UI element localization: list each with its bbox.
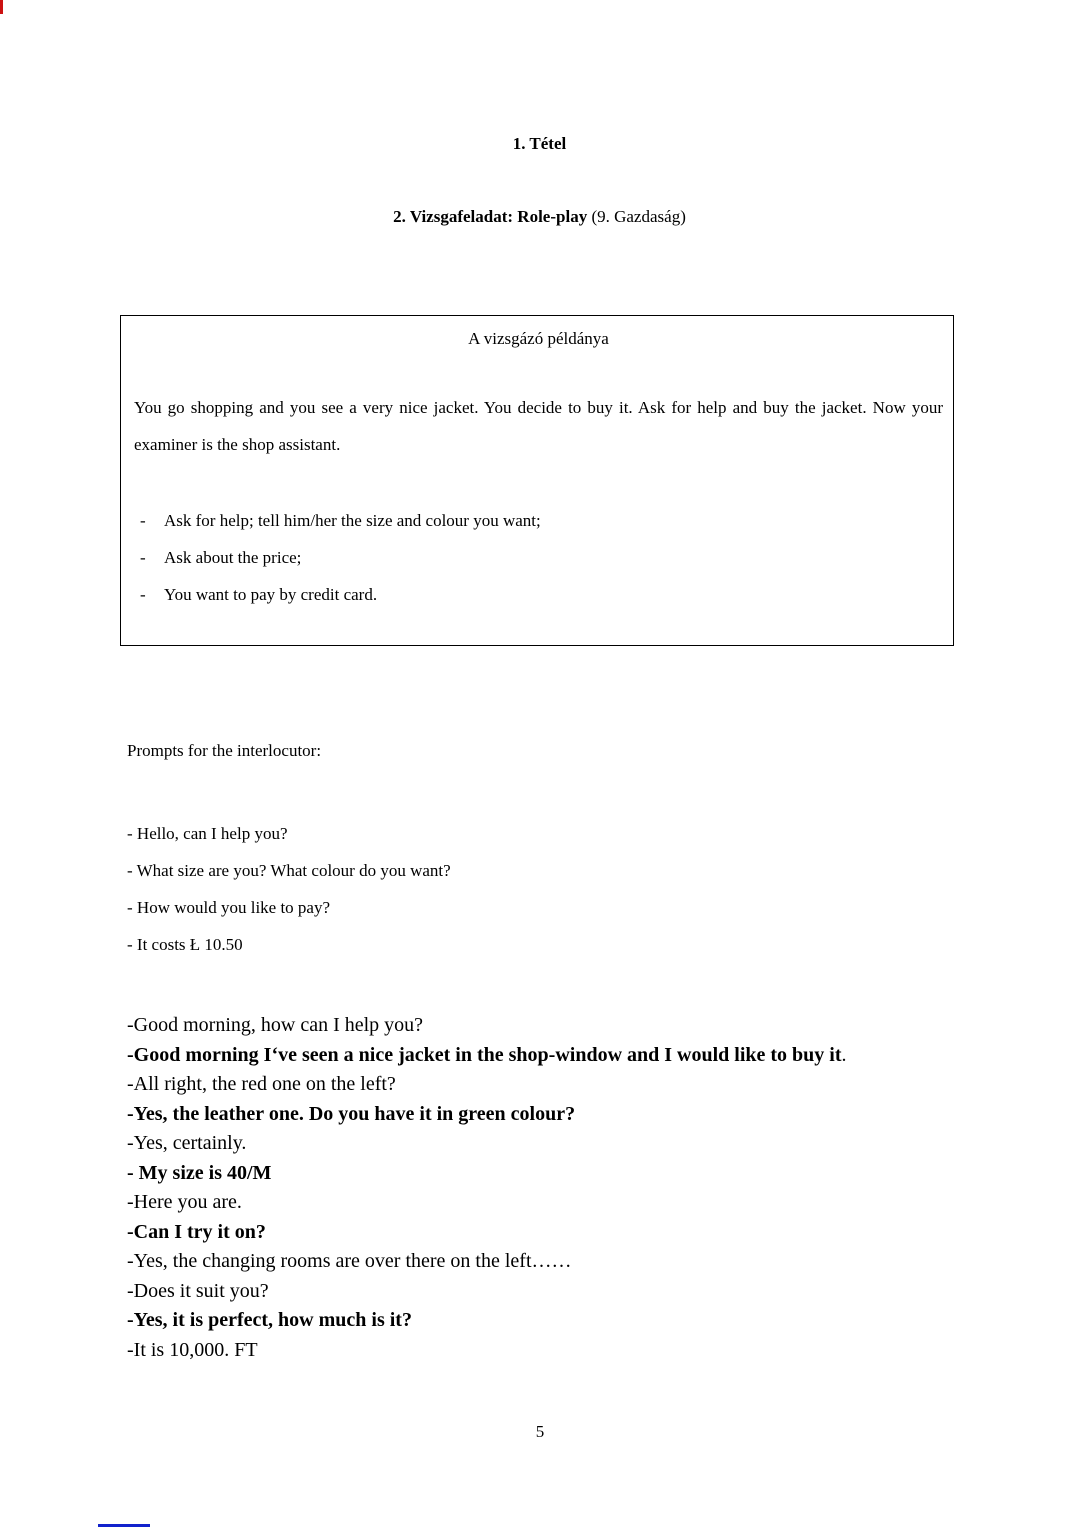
dialogue-line	[127, 1129, 945, 1159]
prompt-line: - What size are you? What colour do you want?	[127, 861, 451, 880]
dialogue-line	[127, 1336, 945, 1366]
bullet-text: Ask for help; tell him/her the size and colour you want;	[164, 511, 541, 530]
dialogue-line	[127, 1306, 945, 1336]
dialogue-line	[127, 1070, 945, 1100]
dialogue-text: - My size is 40/M	[127, 1161, 272, 1184]
prompt-list	[127, 815, 952, 963]
dialogue-text: -Yes, the leather one. Do you have it in green colour?	[127, 1102, 576, 1125]
dialogue-script	[127, 1011, 945, 1365]
bullet-text: You want to pay by credit card.	[164, 585, 378, 604]
subtitle-bold: 2. Vizsgafeladat: Role-play	[393, 207, 588, 226]
prompt-line: - How would you like to pay?	[127, 898, 331, 917]
bullet-text: Ask about the price;	[164, 548, 302, 567]
dialogue-text: -Here you are.	[127, 1191, 242, 1213]
task-description: You go shopping and you see a very nice jacket. You decide to buy it. Ask for help and buy the jacket. Now your examiner is the shop assistant.	[134, 398, 943, 454]
dialogue-text: -Yes, certainly.	[127, 1132, 247, 1154]
dialogue-text-tail: .	[841, 1043, 847, 1066]
page-content	[127, 0, 952, 1365]
dialogue-line	[127, 1100, 945, 1130]
scan-artifact-red-mark	[0, 0, 3, 14]
page-title: 1. Tétel	[512, 134, 567, 153]
dialogue-text: -Yes, the changing rooms are over there on the left……	[127, 1250, 572, 1272]
dialogue-line	[127, 1218, 945, 1248]
dialogue-text: -Yes, it is perfect, how much is it?	[127, 1309, 412, 1331]
dialogue-text: -Good morning I‘ve seen a nice jacket in the shop-window and I would like to buy it	[127, 1043, 842, 1066]
dialogue-line	[127, 1277, 945, 1307]
examiner-copy-box	[120, 315, 954, 646]
task-bullet-list	[134, 502, 943, 613]
dialogue-line	[127, 1041, 945, 1071]
bullet-item	[134, 576, 943, 613]
dialogue-line	[127, 1159, 945, 1189]
bullet-dash: -	[140, 548, 146, 567]
dialogue-text: -Does it suit you?	[127, 1279, 269, 1302]
bullet-item	[134, 502, 943, 539]
page-number: 5	[535, 1422, 545, 1441]
bullet-dash: -	[140, 585, 146, 604]
subtitle-regular: (9. Gazdaság)	[587, 207, 686, 226]
prompt-line: - Hello, can I help you?	[127, 824, 288, 843]
prompt-line: - It costs Ł 10.50	[127, 935, 243, 954]
dialogue-text: -Good morning, how can I help you?	[127, 1014, 424, 1036]
dialogue-line	[127, 1247, 945, 1277]
bullet-item	[134, 539, 943, 576]
box-header: A vizsgázó példánya	[468, 329, 609, 348]
dialogue-text: -All right, the red one on the left?	[127, 1073, 396, 1095]
prompts-label: Prompts for the interlocutor:	[127, 741, 322, 760]
bullet-dash: -	[140, 511, 146, 530]
dialogue-line	[127, 1188, 945, 1218]
subtitle	[127, 207, 952, 227]
dialogue-text: -Can I try it on?	[127, 1220, 266, 1243]
dialogue-line	[127, 1011, 945, 1041]
dialogue-text: -It is 10,000. FT	[127, 1338, 258, 1361]
